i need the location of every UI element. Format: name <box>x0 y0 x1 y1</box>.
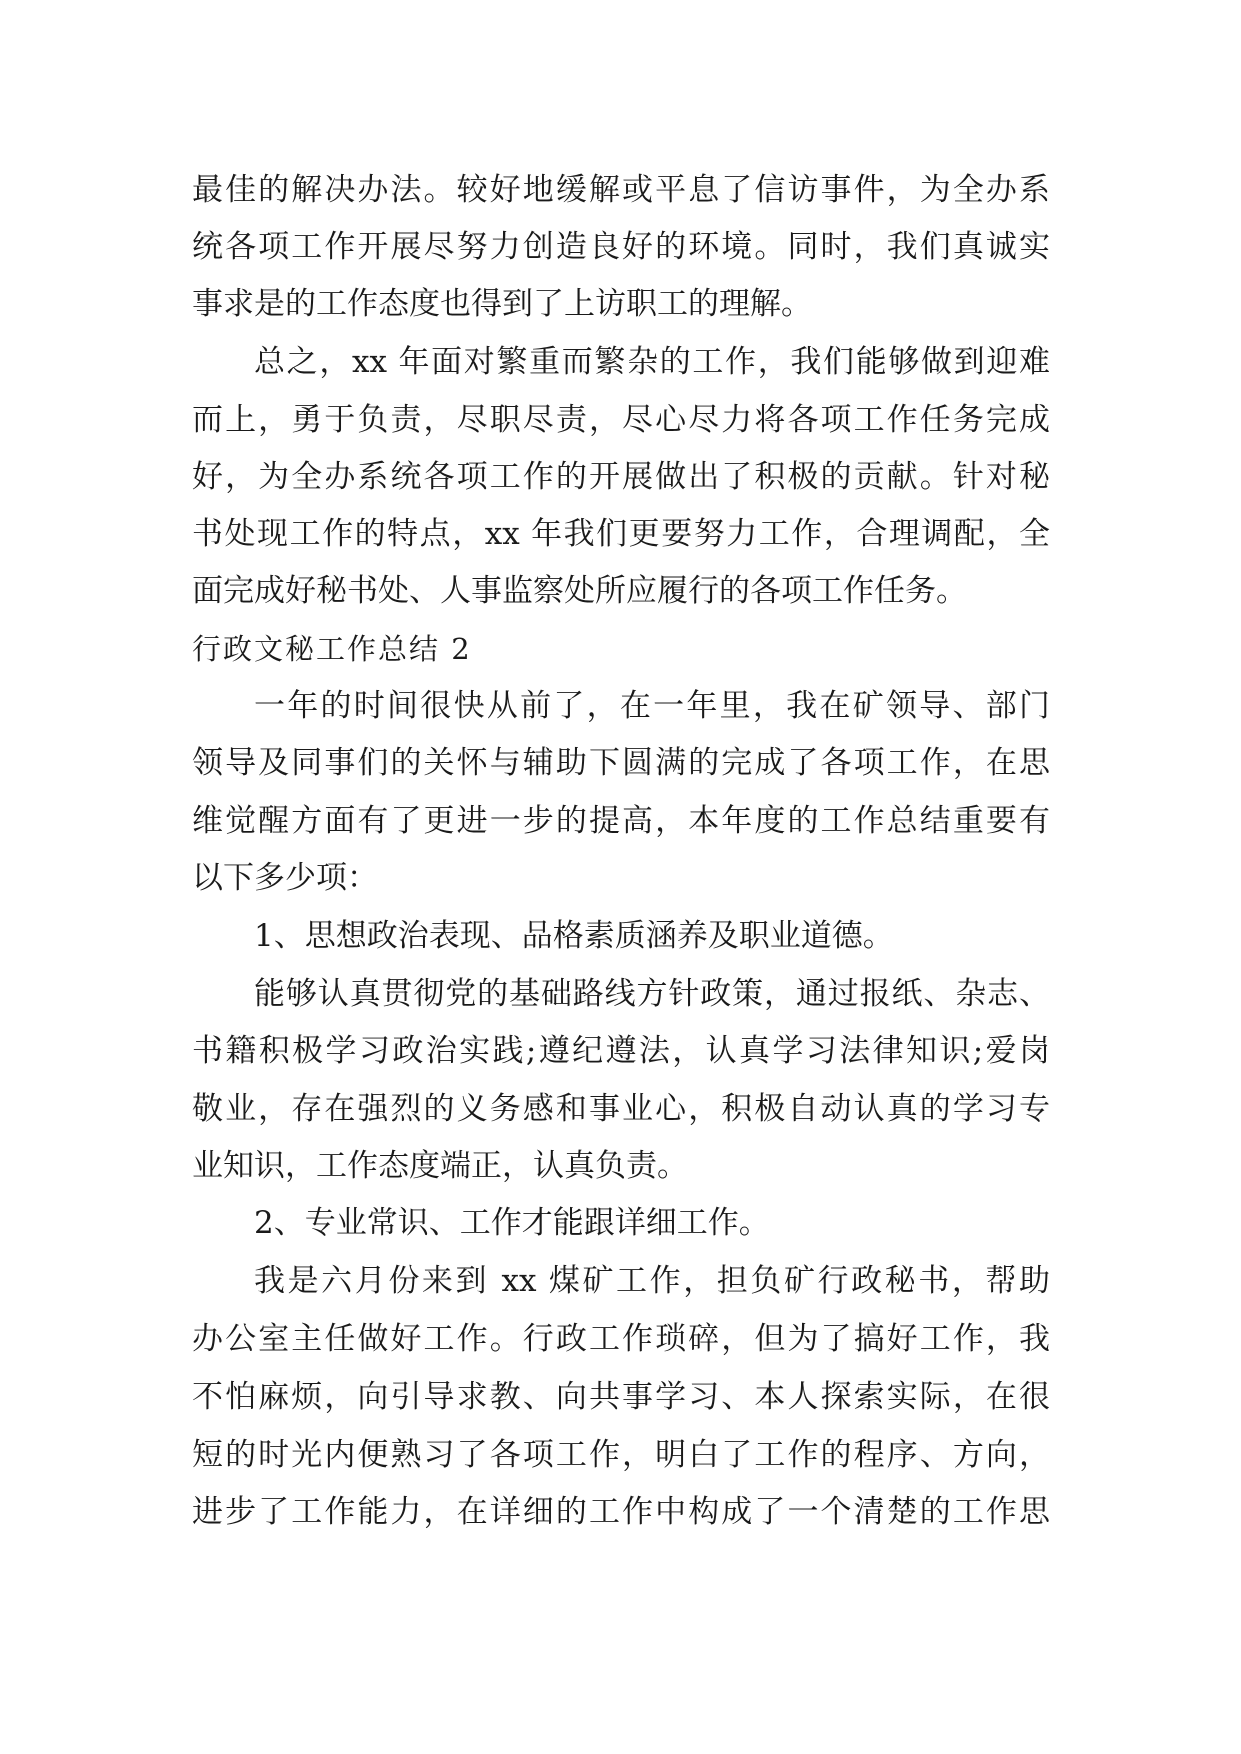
text-line <box>0 334 1241 390</box>
text-line-content: 书处现工作的特点，xx 年我们更要努力工作，合理调配，全 <box>192 516 1050 552</box>
text-line <box>0 1023 1241 1079</box>
text-line-content: 而上，勇于负责，尽职尽责，尽心尽力将各项工作任务完成 <box>192 402 1050 438</box>
text-line <box>0 1081 1241 1137</box>
text-line-content: 好，为全办系统各项工作的开展做出了积极的贡献。针对秘 <box>192 459 1050 495</box>
section-heading <box>0 621 1241 677</box>
text-line <box>0 563 1241 619</box>
text-line-content: 办公室主任做好工作。行政工作琐碎，但为了搞好工作，我 <box>192 1321 1050 1357</box>
text-line <box>0 1253 1241 1309</box>
text-line-content: 最佳的解决办法。较好地缓解或平息了信访事件，为全办系 <box>192 172 1050 208</box>
text-line-content: 维觉醒方面有了更进一步的提高，本年度的工作总结重要有 <box>192 803 1050 839</box>
text-line-content: 以下多少项： <box>192 860 378 896</box>
text-line <box>0 1427 1241 1483</box>
text-line-content: 2、专业常识、工作才能跟详细工作。 <box>254 1205 770 1241</box>
text-line <box>0 1138 1241 1194</box>
text-line <box>0 276 1241 332</box>
section-heading-text: 行政文秘工作总结 2 <box>192 632 472 666</box>
text-line <box>0 449 1241 505</box>
text-line-content: 事求是的工作态度也得到了上访职工的理解。 <box>192 286 812 322</box>
text-line <box>0 793 1241 849</box>
text-line-content: 总之，xx 年面对繁重而繁杂的工作，我们能够做到迎难 <box>254 344 1050 380</box>
text-line-content: 进步了工作能力，在详细的工作中构成了一个清楚的工作思 <box>192 1494 1050 1530</box>
text-line <box>0 162 1241 218</box>
text-line <box>0 678 1241 734</box>
text-line <box>0 1195 1241 1251</box>
text-line <box>0 1484 1241 1540</box>
text-line <box>0 908 1241 964</box>
text-line-content: 能够认真贯彻党的基础路线方针政策，通过报纸、杂志、 <box>254 976 1050 1012</box>
text-line-content: 业知识，工作态度端正，认真负责。 <box>192 1148 688 1184</box>
text-line-content: 敬业，存在强烈的义务感和事业心，积极自动认真的学习专 <box>192 1091 1050 1127</box>
text-line-content: 面完成好秘书处、人事监察处所应履行的各项工作任务。 <box>192 573 967 609</box>
text-line <box>0 850 1241 906</box>
text-line <box>0 1369 1241 1425</box>
text-line <box>0 219 1241 275</box>
text-line-content: 我是六月份来到 xx 煤矿工作，担负矿行政秘书，帮助 <box>254 1263 1050 1299</box>
text-line-content: 统各项工作开展尽努力创造良好的环境。同时，我们真诚实 <box>192 229 1050 265</box>
text-line <box>0 1311 1241 1367</box>
text-line-content: 1、思想政治表现、品格素质涵养及职业道德。 <box>254 918 894 954</box>
text-line <box>0 966 1241 1022</box>
text-line-content: 领导及同事们的关怀与辅助下圆满的完成了各项工作，在思 <box>192 745 1050 781</box>
text-line <box>0 506 1241 562</box>
text-line-content: 不怕麻烦，向引导求教、向共事学习、本人探索实际，在很 <box>192 1379 1050 1415</box>
text-line-content: 一年的时间很快从前了，在一年里，我在矿领导、部门 <box>254 688 1050 724</box>
text-line-content: 短的时光内便熟习了各项工作，明白了工作的程序、方向， <box>192 1437 1050 1473</box>
text-line-content: 书籍积极学习政治实践;遵纪遵法，认真学习法律知识;爱岗 <box>192 1033 1050 1069</box>
text-line <box>0 392 1241 448</box>
text-line <box>0 735 1241 791</box>
